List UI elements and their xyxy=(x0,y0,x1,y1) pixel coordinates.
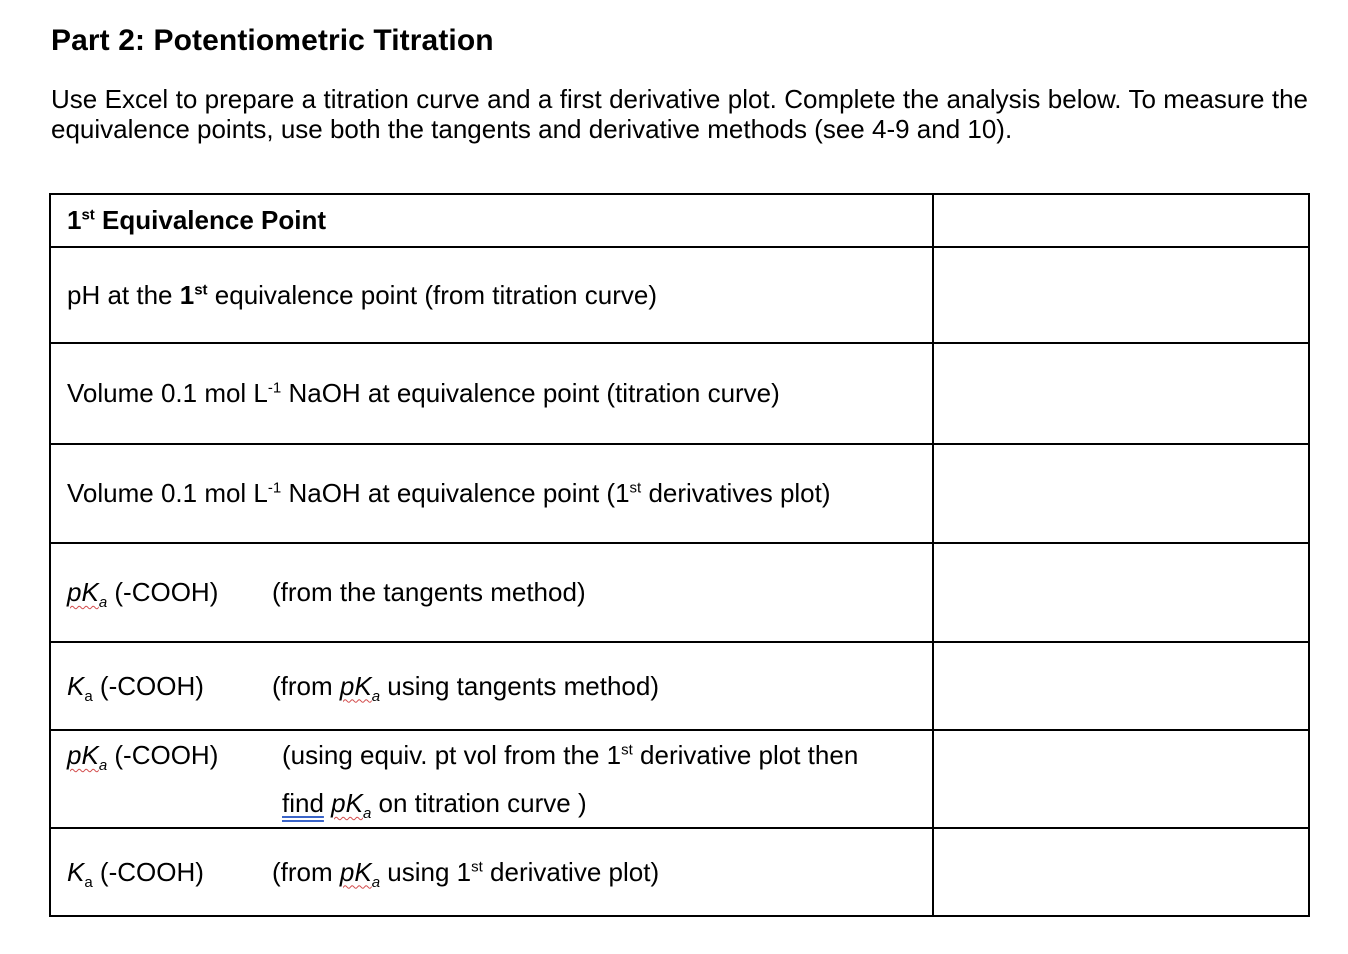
row-ka-deriv-pa: a xyxy=(371,873,381,891)
row-vol-deriv-label xyxy=(50,444,933,543)
row-pka-deriv-line2: on titration curve ) xyxy=(371,788,587,818)
row-ka-deriv-sub: a xyxy=(84,873,93,891)
row-vol-curve-label xyxy=(50,343,933,444)
row-ka-deriv-group: (-COOH) xyxy=(92,856,204,887)
row-vol-deriv-sup2: st xyxy=(629,479,642,497)
row-vol-deriv-mid: NaOH at equivalence point (1 xyxy=(281,478,630,508)
row-pka-tan-label xyxy=(50,543,933,642)
row-ph-label xyxy=(50,247,933,343)
row-vol-curve-sup: -1 xyxy=(267,379,282,397)
table-row xyxy=(50,247,1309,343)
table-row xyxy=(50,543,1309,642)
table-row xyxy=(50,444,1309,543)
row-vol-deriv-value-cell[interactable] xyxy=(933,444,1309,543)
table-row xyxy=(50,730,1309,828)
row-pka-deriv-pa2: a xyxy=(362,805,372,823)
row-pka-deriv-pk2: pK xyxy=(331,788,363,818)
instructions-paragraph: Use Excel to prepare a titration curve and a first derivative plot. Complete the analysis below. To measure the equivalence points, use both the tangents and derivative methods (see 4-9 and 10). xyxy=(51,84,1308,144)
row-vol-curve-pre: Volume 0.1 mol L xyxy=(67,378,268,408)
row-ka-tan-label xyxy=(50,642,933,730)
row-ka-deriv-d3: derivative plot) xyxy=(482,856,660,887)
row-vol-curve-value-cell[interactable] xyxy=(933,343,1309,444)
row-ka-tan-k: K xyxy=(67,670,85,701)
row-ka-tan-d1: (from xyxy=(272,670,340,701)
row-ka-tan-pk: pK xyxy=(339,670,372,701)
row-ka-deriv-sup: st xyxy=(471,857,483,875)
row-pka-deriv-value-cell[interactable] xyxy=(933,730,1309,828)
table-row xyxy=(50,343,1309,444)
row-ka-tan-group: (-COOH) xyxy=(92,670,204,701)
row-pka-deriv-line1b: derivative plot then xyxy=(632,740,859,770)
table-header-row xyxy=(50,194,1309,247)
row-ph-pre: pH at the xyxy=(67,279,180,310)
row-ph-sup: st xyxy=(194,280,208,298)
row-pka-tan-value-cell[interactable] xyxy=(933,543,1309,642)
row-ka-deriv-pk: pK xyxy=(339,856,372,887)
row-pka-deriv-label xyxy=(50,730,933,828)
table-row xyxy=(50,642,1309,730)
row-vol-deriv-post: derivatives plot) xyxy=(641,478,831,508)
row-ph-value-cell[interactable] xyxy=(933,247,1309,343)
row-ka-tan-d2: using tangents method) xyxy=(380,670,660,701)
row-ka-deriv-value-cell[interactable] xyxy=(933,828,1309,916)
row-pka-tan-pk: pK xyxy=(67,577,99,607)
row-ph-post: equivalence point (from titration curve) xyxy=(207,279,657,310)
header-sup: st xyxy=(81,206,95,224)
row-ka-deriv-label xyxy=(50,828,933,916)
row-vol-deriv-pre: Volume 0.1 mol L xyxy=(67,478,268,508)
row-pka-deriv-line1a: (using equiv. pt vol from the 1 xyxy=(282,740,622,770)
row-pka-deriv-sup: st xyxy=(621,741,633,759)
page-title: Part 2: Potentiometric Titration xyxy=(51,24,494,57)
header-label-cell xyxy=(50,194,933,247)
row-pka-tan-group: (-COOH) xyxy=(107,577,219,607)
row-ka-tan-pa: a xyxy=(371,687,381,705)
row-ka-deriv-d1: (from xyxy=(272,856,340,887)
row-vol-curve-post: NaOH at equivalence point (titration curve) xyxy=(281,378,780,408)
header-label: Equivalence Point xyxy=(102,205,326,235)
row-pka-deriv-find: find xyxy=(282,788,324,818)
row-pka-deriv-sub: a xyxy=(98,757,108,775)
header-num: 1 xyxy=(67,205,82,235)
row-pka-tan-desc: (from the tangents method) xyxy=(272,577,586,607)
row-pka-tan-sub: a xyxy=(98,594,108,612)
row-pka-deriv-pk: pK xyxy=(67,740,99,770)
row-ka-deriv-k: K xyxy=(67,856,85,887)
header-value-cell[interactable] xyxy=(933,194,1309,247)
row-pka-deriv-group: (-COOH) xyxy=(107,740,219,770)
analysis-table xyxy=(49,193,1310,917)
table-row xyxy=(50,828,1309,916)
row-ka-tan-value-cell[interactable] xyxy=(933,642,1309,730)
row-ph-num: 1 xyxy=(179,279,195,310)
row-vol-deriv-sup: -1 xyxy=(267,479,282,497)
row-ka-tan-sub: a xyxy=(84,687,93,705)
row-ka-deriv-d2: using 1 xyxy=(380,856,472,887)
